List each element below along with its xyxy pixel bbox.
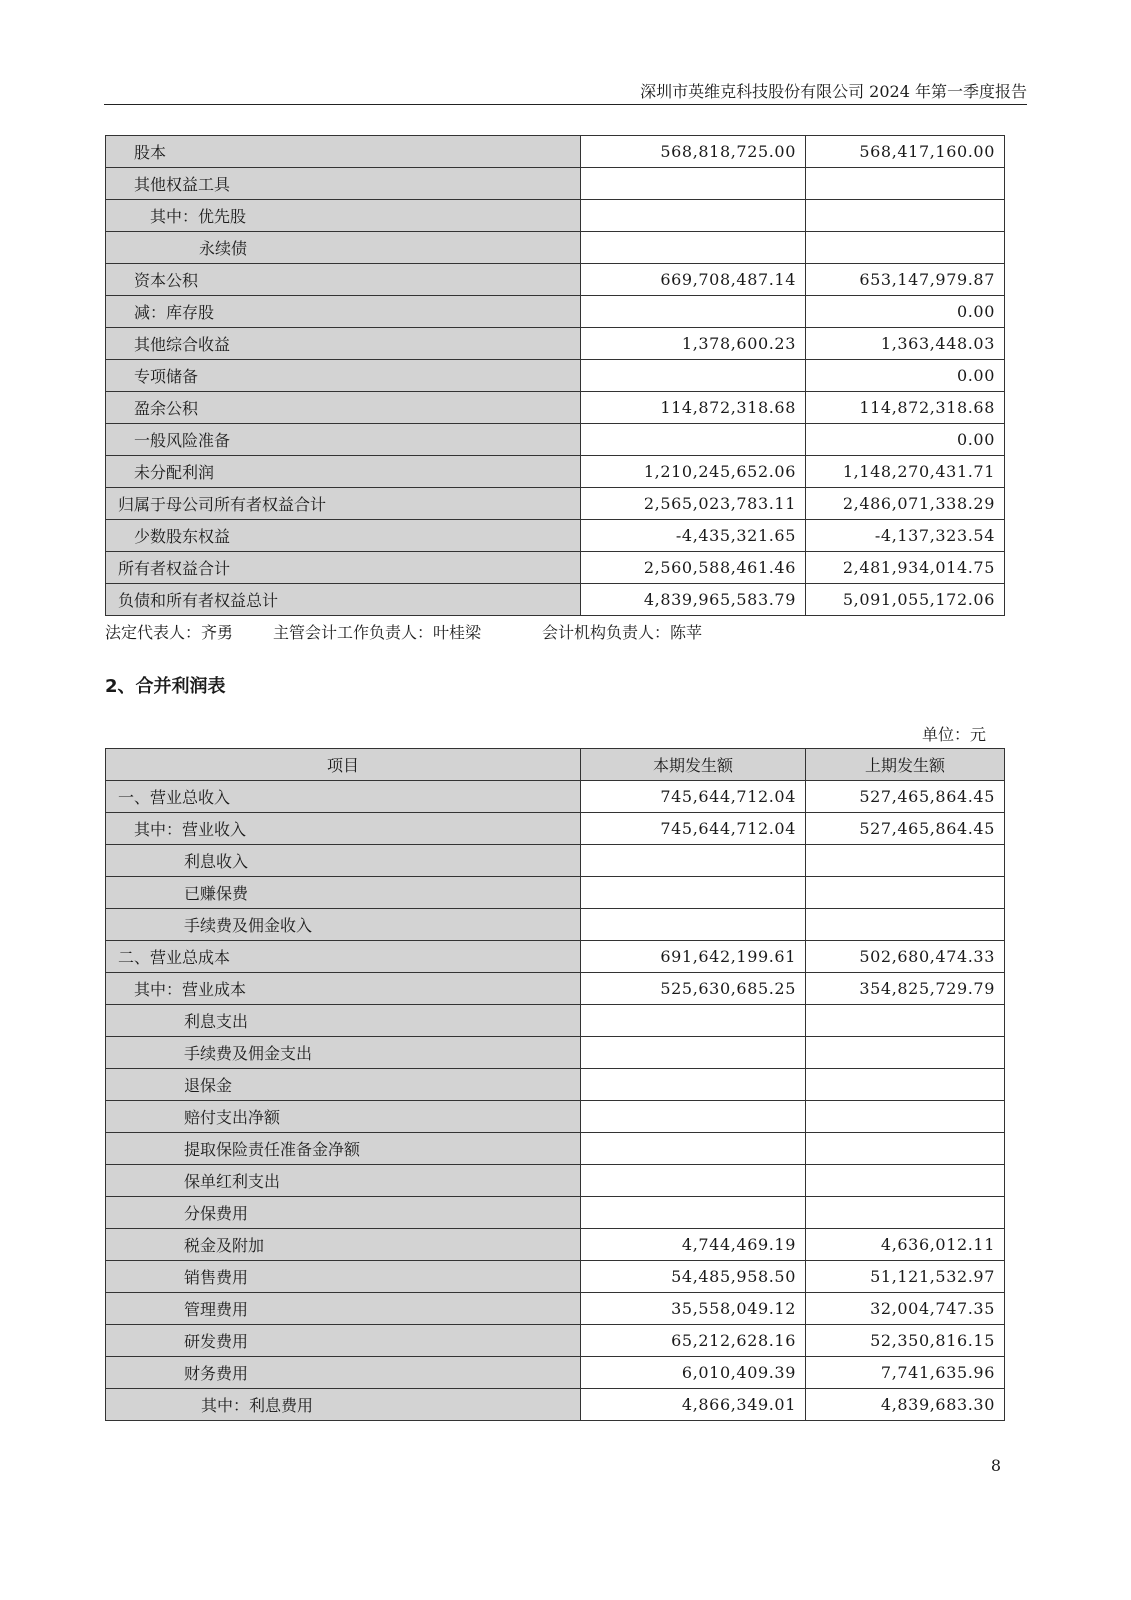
table-row	[106, 456, 1005, 488]
table-row	[106, 1005, 1005, 1037]
current-period-value: 65,212,628.16	[581, 1325, 806, 1357]
current-period-value	[581, 1165, 806, 1197]
table-row	[106, 973, 1005, 1005]
table-row	[106, 328, 1005, 360]
row-label: 退保金	[106, 1069, 581, 1101]
row-label: 利息支出	[106, 1005, 581, 1037]
row-label: 税金及附加	[106, 1229, 581, 1261]
row-label: 资本公积	[106, 264, 581, 296]
table-row	[106, 200, 1005, 232]
report-title: 深圳市英维克科技股份有限公司 2024 年第一季度报告	[640, 82, 1027, 101]
accounting-org-head: 会计机构负责人：陈苹	[542, 623, 703, 642]
table-row	[106, 360, 1005, 392]
prior-period-value: 51,121,532.97	[806, 1261, 1005, 1293]
table-row	[106, 136, 1005, 168]
current-period-value: 745,644,712.04	[581, 781, 806, 813]
current-period-value	[581, 845, 806, 877]
table-row	[106, 1133, 1005, 1165]
table-row	[106, 1389, 1005, 1421]
row-label: 管理费用	[106, 1293, 581, 1325]
row-label: 盈余公积	[106, 392, 581, 424]
table-row	[106, 392, 1005, 424]
current-period-value	[581, 909, 806, 941]
row-label: 手续费及佣金支出	[106, 1037, 581, 1069]
current-period-value: 669,708,487.14	[581, 264, 806, 296]
current-period-value: 745,644,712.04	[581, 813, 806, 845]
current-period-value: -4,435,321.65	[581, 520, 806, 552]
row-label: 研发费用	[106, 1325, 581, 1357]
current-period-value: 1,210,245,652.06	[581, 456, 806, 488]
prior-period-value: 527,465,864.45	[806, 781, 1005, 813]
row-label: 其中：利息费用	[106, 1389, 581, 1421]
income-statement-table	[105, 748, 1005, 1421]
table-row	[106, 1293, 1005, 1325]
row-label: 其中：营业收入	[106, 813, 581, 845]
row-label: 一、营业总收入	[106, 781, 581, 813]
current-period-value	[581, 1037, 806, 1069]
unit-label: 单位：元	[921, 725, 986, 744]
table-row	[106, 1101, 1005, 1133]
current-period-value: 568,818,725.00	[581, 136, 806, 168]
row-label: 利息收入	[106, 845, 581, 877]
table-row	[106, 1357, 1005, 1389]
prior-period-value: 4,636,012.11	[806, 1229, 1005, 1261]
table-row	[106, 1229, 1005, 1261]
row-label: 赔付支出净额	[106, 1101, 581, 1133]
row-label: 股本	[106, 136, 581, 168]
table-row	[106, 552, 1005, 584]
row-label: 所有者权益合计	[106, 552, 581, 584]
current-period-value: 2,565,023,783.11	[581, 488, 806, 520]
table-row	[106, 1165, 1005, 1197]
current-period-value	[581, 1005, 806, 1037]
table-row	[106, 232, 1005, 264]
current-period-value	[581, 877, 806, 909]
prior-period-value	[806, 200, 1005, 232]
prior-period-value: 2,486,071,338.29	[806, 488, 1005, 520]
current-period-value	[581, 1069, 806, 1101]
accounting-head: 主管会计工作负责人：叶桂梁	[273, 623, 482, 642]
row-label: 永续债	[106, 232, 581, 264]
row-label: 其他综合收益	[106, 328, 581, 360]
row-label: 其他权益工具	[106, 168, 581, 200]
prior-period-value: 527,465,864.45	[806, 813, 1005, 845]
current-period-value: 525,630,685.25	[581, 973, 806, 1005]
prior-period-value	[806, 1197, 1005, 1229]
prior-period-value: 5,091,055,172.06	[806, 584, 1005, 616]
current-period-value: 114,872,318.68	[581, 392, 806, 424]
column-header-current: 本期发生额	[581, 749, 806, 781]
prior-period-value: 32,004,747.35	[806, 1293, 1005, 1325]
table-row	[106, 813, 1005, 845]
table-row	[106, 1037, 1005, 1069]
table-row	[106, 845, 1005, 877]
current-period-value: 4,839,965,583.79	[581, 584, 806, 616]
table-row	[106, 520, 1005, 552]
prior-period-value: 1,363,448.03	[806, 328, 1005, 360]
prior-period-value: 0.00	[806, 296, 1005, 328]
prior-period-value	[806, 1133, 1005, 1165]
current-period-value: 6,010,409.39	[581, 1357, 806, 1389]
section-title: 2、合并利润表	[105, 676, 226, 697]
prior-period-value	[806, 1165, 1005, 1197]
page-header	[104, 78, 1027, 105]
row-label: 手续费及佣金收入	[106, 909, 581, 941]
table-row	[106, 264, 1005, 296]
table-row	[106, 1325, 1005, 1357]
prior-period-value: 354,825,729.79	[806, 973, 1005, 1005]
current-period-value	[581, 1133, 806, 1165]
current-period-value	[581, 1197, 806, 1229]
prior-period-value: 52,350,816.15	[806, 1325, 1005, 1357]
table-row	[106, 781, 1005, 813]
current-period-value	[581, 360, 806, 392]
balance-sheet-equity-table	[105, 135, 1005, 616]
prior-period-value: 4,839,683.30	[806, 1389, 1005, 1421]
prior-period-value: 568,417,160.00	[806, 136, 1005, 168]
prior-period-value	[806, 1069, 1005, 1101]
current-period-value	[581, 424, 806, 456]
prior-period-value: 0.00	[806, 424, 1005, 456]
prior-period-value	[806, 909, 1005, 941]
table-row	[106, 296, 1005, 328]
prior-period-value: -4,137,323.54	[806, 520, 1005, 552]
row-label: 未分配利润	[106, 456, 581, 488]
legal-representative: 法定代表人：齐勇	[105, 623, 234, 642]
table-row	[106, 877, 1005, 909]
prior-period-value: 1,148,270,431.71	[806, 456, 1005, 488]
current-period-value: 4,744,469.19	[581, 1229, 806, 1261]
current-period-value: 4,866,349.01	[581, 1389, 806, 1421]
prior-period-value	[806, 877, 1005, 909]
page-number: 8	[990, 1456, 1001, 1475]
current-period-value: 54,485,958.50	[581, 1261, 806, 1293]
table-row	[106, 1197, 1005, 1229]
row-label: 销售费用	[106, 1261, 581, 1293]
current-period-value: 1,378,600.23	[581, 328, 806, 360]
row-label: 保单红利支出	[106, 1165, 581, 1197]
table-row	[106, 909, 1005, 941]
row-label: 少数股东权益	[106, 520, 581, 552]
prior-period-value	[806, 1005, 1005, 1037]
table-row	[106, 1069, 1005, 1101]
prior-period-value: 0.00	[806, 360, 1005, 392]
table-row	[106, 584, 1005, 616]
prior-period-value	[806, 232, 1005, 264]
prior-period-value: 7,741,635.96	[806, 1357, 1005, 1389]
prior-period-value	[806, 845, 1005, 877]
row-label: 二、营业总成本	[106, 941, 581, 973]
current-period-value: 691,642,199.61	[581, 941, 806, 973]
prior-period-value	[806, 1101, 1005, 1133]
row-label: 提取保险责任准备金净额	[106, 1133, 581, 1165]
current-period-value	[581, 232, 806, 264]
current-period-value	[581, 200, 806, 232]
prior-period-value: 2,481,934,014.75	[806, 552, 1005, 584]
prior-period-value	[806, 168, 1005, 200]
row-label: 减：库存股	[106, 296, 581, 328]
row-label: 已赚保费	[106, 877, 581, 909]
column-header-item: 项目	[106, 749, 581, 781]
current-period-value: 35,558,049.12	[581, 1293, 806, 1325]
row-label: 财务费用	[106, 1357, 581, 1389]
row-label: 专项储备	[106, 360, 581, 392]
table-row	[106, 1261, 1005, 1293]
table-row	[106, 168, 1005, 200]
table-header-row	[106, 749, 1005, 781]
current-period-value	[581, 296, 806, 328]
row-label: 分保费用	[106, 1197, 581, 1229]
table-row	[106, 424, 1005, 456]
table-row	[106, 941, 1005, 973]
row-label: 一般风险准备	[106, 424, 581, 456]
row-label: 负债和所有者权益总计	[106, 584, 581, 616]
current-period-value: 2,560,588,461.46	[581, 552, 806, 584]
prior-period-value: 653,147,979.87	[806, 264, 1005, 296]
prior-period-value: 114,872,318.68	[806, 392, 1005, 424]
row-label: 归属于母公司所有者权益合计	[106, 488, 581, 520]
current-period-value	[581, 1101, 806, 1133]
prior-period-value: 502,680,474.33	[806, 941, 1005, 973]
table-row	[106, 488, 1005, 520]
prior-period-value	[806, 1037, 1005, 1069]
column-header-prior: 上期发生额	[806, 749, 1005, 781]
current-period-value	[581, 168, 806, 200]
row-label: 其中：营业成本	[106, 973, 581, 1005]
row-label: 其中：优先股	[106, 200, 581, 232]
